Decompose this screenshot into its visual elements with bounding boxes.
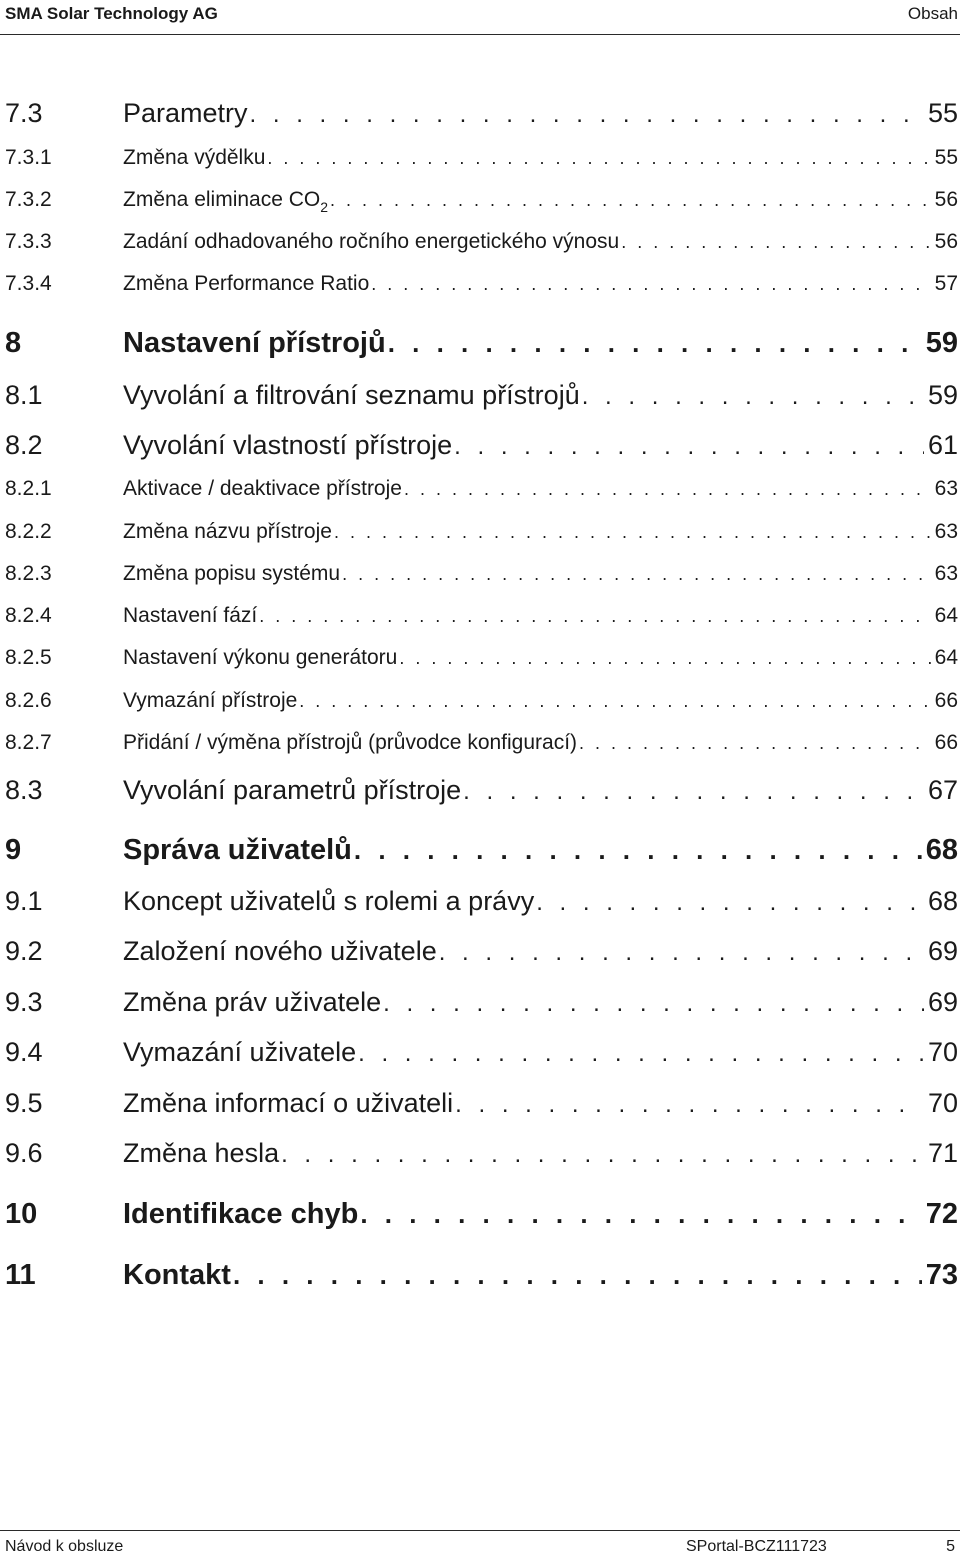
toc-entry[interactable] <box>0 146 958 174</box>
toc-entry-page: 64 <box>934 646 958 669</box>
toc-leader-dots <box>461 778 924 806</box>
toc-entry-number: 7.3.3 <box>5 230 52 253</box>
toc-entry-page: 56 <box>934 188 958 211</box>
toc-entry-number: 10 <box>5 1198 38 1230</box>
toc-entry-title: Identifikace chyb <box>123 1198 359 1230</box>
toc-entry-number: 8.2.1 <box>5 477 52 500</box>
toc-leader-dots <box>248 101 924 129</box>
toc-entry-title: Změna názvu přístroje <box>123 520 332 543</box>
toc-entry-title: Změna popisu systému <box>123 562 341 585</box>
toc-leader-dots <box>619 232 930 253</box>
toc-entry-number: 9.2 <box>5 936 43 966</box>
page-header <box>0 0 960 30</box>
toc-leader-dots <box>453 1091 924 1119</box>
toc-entry-title: Vyvolání vlastností přístroje <box>123 430 453 460</box>
toc-entry-page: 68 <box>927 886 958 916</box>
toc-entry-page: 69 <box>927 987 958 1017</box>
toc-entry-title: Vymazání přístroje <box>123 689 298 712</box>
toc-entry-page: 64 <box>934 604 958 627</box>
toc-entry-number: 9.6 <box>5 1138 43 1168</box>
footer-page-number: 5 <box>946 1538 955 1555</box>
toc-entry-title: Změna hesla <box>123 1138 280 1168</box>
toc-entry[interactable] <box>0 1138 958 1172</box>
toc-entry-title: Nastavení výkonu generátoru <box>123 646 398 669</box>
toc-chapter-entry[interactable] <box>0 1198 958 1236</box>
toc-leader-dots <box>386 328 922 359</box>
toc-entry-number: 8.2.2 <box>5 520 52 543</box>
toc-entry-title: Změna výdělku <box>123 146 266 169</box>
toc-entry-page: 67 <box>927 775 958 805</box>
footer-divider <box>0 1530 960 1531</box>
toc-entry-number: 8.2 <box>5 430 43 460</box>
toc-entry-title: Vyvolání parametrů přístroje <box>123 775 462 805</box>
toc-entry-number: 9 <box>5 834 22 866</box>
toc-entry-title: Vymazání uživatele <box>123 1037 357 1067</box>
toc-entry-number: 11 <box>5 1259 36 1291</box>
toc-entry[interactable] <box>0 604 958 632</box>
toc-entry-title: Správa uživatelů <box>123 834 352 866</box>
toc-entry-page: 69 <box>927 936 958 966</box>
toc-entry[interactable] <box>0 230 958 258</box>
toc-entry-page: 59 <box>927 380 958 410</box>
toc-entry-title-text: Změna eliminace CO <box>123 188 321 211</box>
toc-leader-dots <box>265 148 930 169</box>
toc-leader-dots <box>381 990 924 1018</box>
toc-entry[interactable] <box>0 1088 958 1122</box>
toc-entry-number: 9.1 <box>5 886 43 916</box>
toc-entry-number: 7.3.4 <box>5 272 52 295</box>
subscript: 2 <box>320 199 329 215</box>
toc-leader-dots <box>580 383 924 411</box>
toc-entry[interactable] <box>0 936 958 970</box>
toc-entry-title: Kontakt <box>123 1259 231 1291</box>
toc-entry[interactable] <box>0 272 958 300</box>
toc-entry-number: 9.5 <box>5 1088 43 1118</box>
toc-leader-dots <box>397 648 930 669</box>
toc-entry[interactable] <box>0 1037 958 1071</box>
toc-entry[interactable] <box>0 520 958 548</box>
toc-entry-number: 7.3.1 <box>5 146 52 169</box>
toc-entry-title: Nastavení přístrojů <box>123 327 386 359</box>
toc-entry-title: Aktivace / deaktivace přístroje <box>123 477 402 500</box>
toc-entry[interactable] <box>0 731 958 759</box>
toc-entry-title: Přidání / výměna přístrojů (průvodce konfigurací) <box>123 731 578 754</box>
toc-chapter-entry[interactable] <box>0 327 958 365</box>
toc-entry-number: 7.3.2 <box>5 188 52 211</box>
toc-leader-dots <box>279 1141 924 1169</box>
toc-entry[interactable] <box>0 987 958 1021</box>
toc-entry-title <box>123 188 328 215</box>
toc-leader-dots <box>340 564 931 585</box>
toc-entry[interactable] <box>0 98 958 132</box>
toc-entry[interactable] <box>0 430 958 464</box>
toc-leader-dots <box>231 1260 922 1291</box>
toc-leader-dots <box>369 274 930 295</box>
toc-entry-page: 63 <box>934 520 958 543</box>
toc-chapter-entry[interactable] <box>0 834 958 872</box>
toc-entry[interactable] <box>0 775 958 809</box>
toc-entry-page: 70 <box>927 1088 958 1118</box>
toc-entry-page: 72 <box>925 1198 958 1230</box>
toc-leader-dots <box>577 733 931 754</box>
toc-entry-title: Vyvolání a filtrování seznamu přístrojů <box>123 380 580 410</box>
toc-leader-dots <box>402 479 931 500</box>
toc-entry-title: Změna Performance Ratio <box>123 272 370 295</box>
toc-leader-dots <box>358 1199 921 1230</box>
toc-entry-page: 63 <box>934 477 958 500</box>
toc-leader-dots <box>452 433 924 461</box>
toc-leader-dots <box>356 1040 924 1068</box>
header-divider <box>0 34 960 35</box>
toc-entry-number: 8.2.7 <box>5 731 52 754</box>
toc-entry[interactable] <box>0 380 958 414</box>
toc-leader-dots <box>257 606 930 627</box>
toc-entry-page: 57 <box>934 272 958 295</box>
toc-entry-number: 8.3 <box>5 775 43 805</box>
toc-entry[interactable] <box>0 562 958 590</box>
toc-leader-dots <box>352 835 922 866</box>
toc-entry-number: 7.3 <box>5 98 43 128</box>
footer-doc-type: Návod k obsluze <box>5 1538 124 1555</box>
toc-leader-dots <box>328 190 931 211</box>
toc-entry-page: 70 <box>927 1037 958 1067</box>
toc-entry-title: Parametry <box>123 98 248 128</box>
toc-entry[interactable] <box>0 646 958 674</box>
toc-leader-dots <box>534 889 924 917</box>
toc-entry-title: Změna informací o uživateli <box>123 1088 454 1118</box>
toc-entry[interactable] <box>0 188 958 216</box>
toc-entry[interactable] <box>0 886 958 920</box>
toc-leader-dots <box>437 939 924 967</box>
toc-entry-title: Nastavení fází <box>123 604 258 627</box>
toc-leader-dots <box>297 691 930 712</box>
company-name: SMA Solar Technology AG <box>5 4 218 23</box>
toc-entry-page: 66 <box>934 689 958 712</box>
toc-entry-page: 73 <box>925 1259 958 1291</box>
toc-entry-number: 8.1 <box>5 380 43 410</box>
toc-entry-title: Zadání odhadovaného ročního energetického výnosu <box>123 230 620 253</box>
toc-entry-number: 8 <box>5 327 22 359</box>
footer-doc-code: SPortal-BCZ111723 <box>686 1538 827 1555</box>
toc-entry-title: Koncept uživatelů s rolemi a právy <box>123 886 535 916</box>
toc-entry-page: 66 <box>934 731 958 754</box>
toc-chapter-entry[interactable] <box>0 1259 958 1297</box>
toc-entry-page: 63 <box>934 562 958 585</box>
toc-entry-number: 8.2.6 <box>5 689 52 712</box>
toc-entry-title: Založení nového uživatele <box>123 936 437 966</box>
toc-entry-number: 8.2.4 <box>5 604 52 627</box>
toc-entry-page: 56 <box>934 230 958 253</box>
section-name: Obsah <box>907 4 958 23</box>
toc-entry[interactable] <box>0 689 958 717</box>
toc-entry-number: 8.2.3 <box>5 562 52 585</box>
toc-entry-page: 55 <box>934 146 958 169</box>
toc-entry-number: 8.2.5 <box>5 646 52 669</box>
toc-entry-page: 55 <box>927 98 958 128</box>
toc-entry[interactable] <box>0 477 958 505</box>
toc-entry-page: 71 <box>927 1138 958 1168</box>
toc-entry-page: 61 <box>927 430 958 460</box>
toc-entry-page: 59 <box>925 327 958 359</box>
toc-entry-number: 9.4 <box>5 1037 43 1067</box>
toc-leader-dots <box>332 522 931 543</box>
toc-entry-number: 9.3 <box>5 987 43 1017</box>
toc-entry-page: 68 <box>925 834 958 866</box>
toc-entry-title: Změna práv uživatele <box>123 987 382 1017</box>
